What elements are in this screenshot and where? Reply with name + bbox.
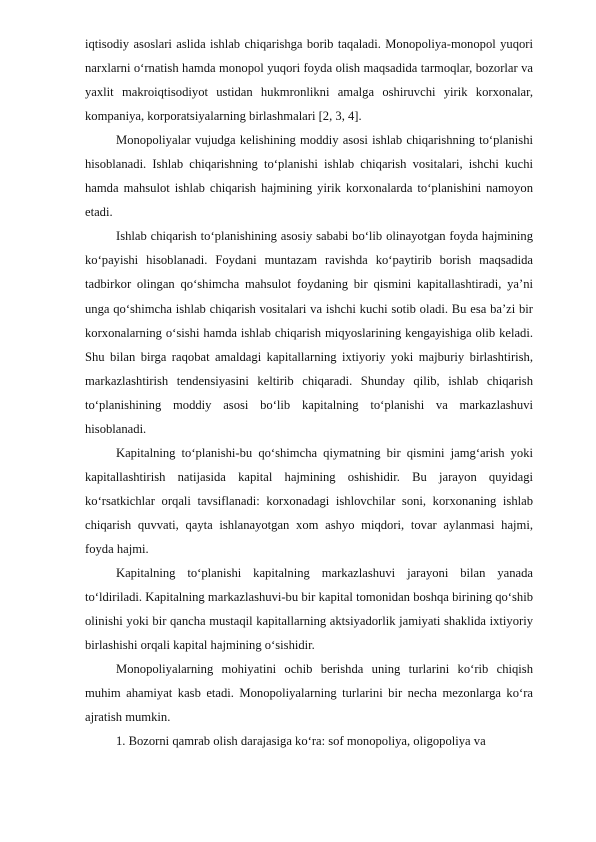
paragraph-continuation: iqtisodiy asoslari aslida ishlab chiqarishga borib taqaladi. Monopoliya-monopol yuqori narxlarni o‘rnatish hamda monopol yuqori foyda olish maqsadida tarmoqlar, bozorlar va yaxlit makroiqtisodiyot ustidan hukmronlikni amalga oshiruvchi yirik korxonalar, kompaniya, korporatsiyalarning birlashmalari [2, 3, 4]. — [85, 37, 533, 124]
document-page — [85, 32, 533, 753]
paragraph-capital-accumulation: Kapitalning to‘planishi-bu qo‘shimcha qiymatning bir qismini jamg‘arish yoki kapitallashtirish natijasida kapital hajmining oshishidir. Bu jarayon quyidagi ko‘rsatkichlar orqali tavsiflanadi: korxonadagi ishlovchilar soni, korxonaning ishlab chiqarish quvvati, qayta ishlanayotgan xom ashyo miqdori, tovar aylanmasi hajmi, foyda hajmi. — [85, 445, 533, 556]
list-item-1: 1. Bozorni qamrab olish darajasiga ko‘ra: sof monopoliya, oligopoliya va — [116, 734, 486, 749]
paragraph-capital-centralization: Kapitalning to‘planishi kapitalning markazlashuvi jarayoni bilan yanada to‘ldiriladi. Kapitalning markazlashuvi-bu bir kapital tomonidan boshqa birining qo‘shib olinishi yoki bir qancha mustaqil kapitallarning aktsiyadorlik jamiyati shaklida ixtiyoriy birlashishi orqali kapital hajmining o‘sishidir. — [85, 566, 533, 653]
paragraph-concentration-cause: Ishlab chiqarish to‘planishining asosiy sababi bo‘lib olinayotgan foyda hajmining ko‘payishi hisoblanadi. Foydani muntazam ravishda ko‘paytirib borish maqsadida tadbirkor olingan qo‘shimcha mahsulot foydaning bir qismini kapitallashtiradi, ya’ni unga qo‘shimcha ishlab chiqarish vositalari va ishchi kuchi sotib oladi. Bu esa ba’zi bir korxonalarning o‘sishi hamda ishlab chiqarish miqyoslarining kengayishiga olib keladi. Shu bilan birga raqobat amaldagi kapitallarning ixtiyoriy yoki majburiy birlashtirish, markazlashtirish tendensiyasini keltirib chiqaradi. Shunday qilib, ishlab chiqarish to‘planishining moddiy asosi bo‘lib kapitalning to‘planishi va markazlashuvi hisoblanadi. — [85, 229, 533, 436]
paragraph-concentration-basis: Monopoliyalar vujudga kelishining moddiy asosi ishlab chiqarishning to‘planishi hisoblanadi. Ishlab chiqarishning to‘planishi ishlab chiqarish vositalari, ishchi kuchi hamda mahsulot ishlab chiqarish hajmining yirik korxonalarda to‘planishini namoyon etadi. — [85, 133, 533, 220]
paragraph-monopoly-types: Monopoliyalarning mohiyatini ochib berishda uning turlarini ko‘rib chiqish muhim ahamiyat kasb etadi. Monopoliyalarning turlarini bir necha mezonlarga ko‘ra ajratish mumkin. — [85, 662, 533, 725]
